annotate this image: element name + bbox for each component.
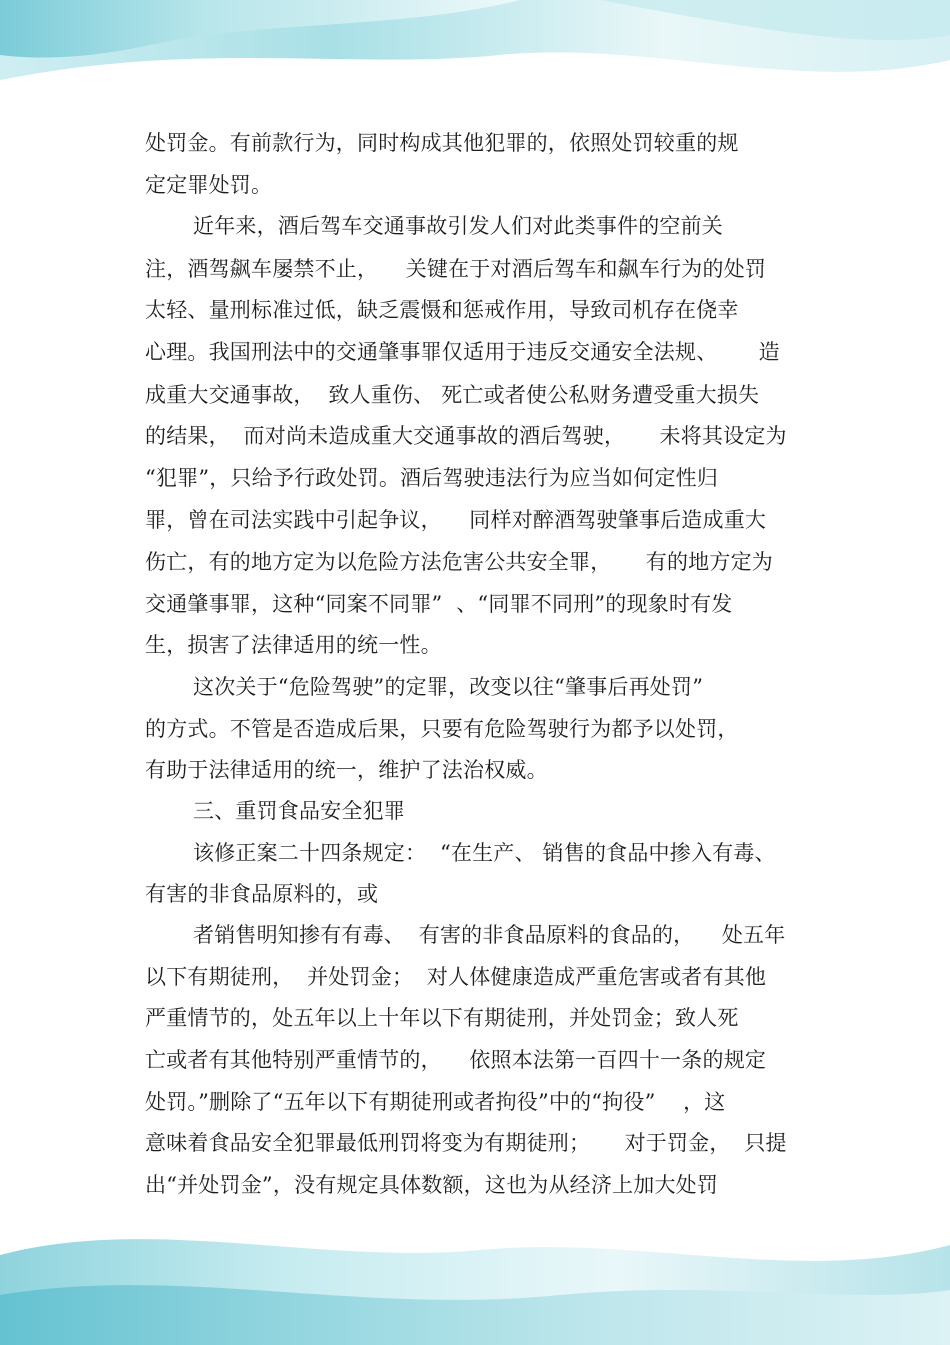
text-line: “犯罪”，只给予行政处罚。酒后驾驶违法行为应当如何定性归: [145, 466, 719, 490]
text-line: 近年来，酒后驾车交通事故引发人们对此类事件的空前关: [193, 214, 723, 238]
section-heading: 三、重罚食品安全犯罪: [193, 799, 405, 823]
text-line: 罪，曾在司法实践中引起争议， 同样对醉酒驾驶肇事后造成重大: [145, 508, 767, 532]
text-line: 交通肇事罪，这种“同案不同罪” 、“同罪不同刑”的现象时有发: [145, 592, 733, 616]
text-line: 处罚。”删除了“五年以下有期徒刑或者拘役”中的“拘役” ，这: [145, 1090, 726, 1114]
text-line: 有助于法律适用的统一，维护了法治权威。: [145, 758, 548, 782]
text-line: 太轻、量刑标准过低，缺乏震慑和惩戒作用，导致司机存在侥幸: [145, 298, 739, 322]
text-line: 该修正案二十四条规定： “在生产、 销售的食品中掺入有毒、: [193, 841, 776, 865]
text-line: 者销售明知掺有有毒、 有害的非食品原料的食品的， 处五年: [193, 923, 786, 947]
text-line: 处罚金。有前款行为，同时构成其他犯罪的，依照处罚较重的规: [145, 131, 739, 155]
text-line: 的结果， 而对尚未造成重大交通事故的酒后驾驶， 未将其设定为: [145, 424, 787, 448]
text-line: 的方式。不管是否造成后果，只要有危险驾驶行为都予以处罚，: [145, 717, 739, 741]
text-line: 成重大交通事故， 致人重伤、 死亡或者使公私财务遭受重大损失: [145, 383, 760, 407]
text-line: 严重情节的，处五年以上十年以下有期徒刑，并处罚金；致人死: [145, 1006, 739, 1030]
decorative-footer-wave: [0, 1195, 950, 1345]
text-line: 亡或者有其他特别严重情节的， 依照本法第一百四十一条的规定: [145, 1048, 767, 1072]
text-line: 伤亡，有的地方定为以危险方法危害公共安全罪， 有的地方定为: [145, 550, 773, 574]
text-line: 以下有期徒刑， 并处罚金； 对人体健康造成严重危害或者有其他: [145, 965, 767, 989]
text-line: 有害的非食品原料的，或: [145, 882, 379, 906]
text-line: 出“并处罚金”，没有规定具体数额，这也为从经济上加大处罚: [145, 1173, 719, 1197]
text-line: 注，酒驾飙车屡禁不止， 关键在于对酒后驾车和飙车行为的处罚: [145, 257, 767, 281]
text-line: 这次关于“危险驾驶”的定罪，改变以往“肇事后再处罚”: [193, 675, 704, 699]
text-line: 心理。我国刑法中的交通肇事罪仅适用于违反交通安全法规、 造: [145, 340, 780, 364]
text-line: 生，损害了法律适用的统一性。: [145, 633, 442, 657]
text-line: 定定罪处罚。: [145, 173, 273, 197]
text-line: 意味着食品安全犯罪最低刑罚将变为有期徒刑； 对于罚金， 只提: [145, 1131, 787, 1155]
